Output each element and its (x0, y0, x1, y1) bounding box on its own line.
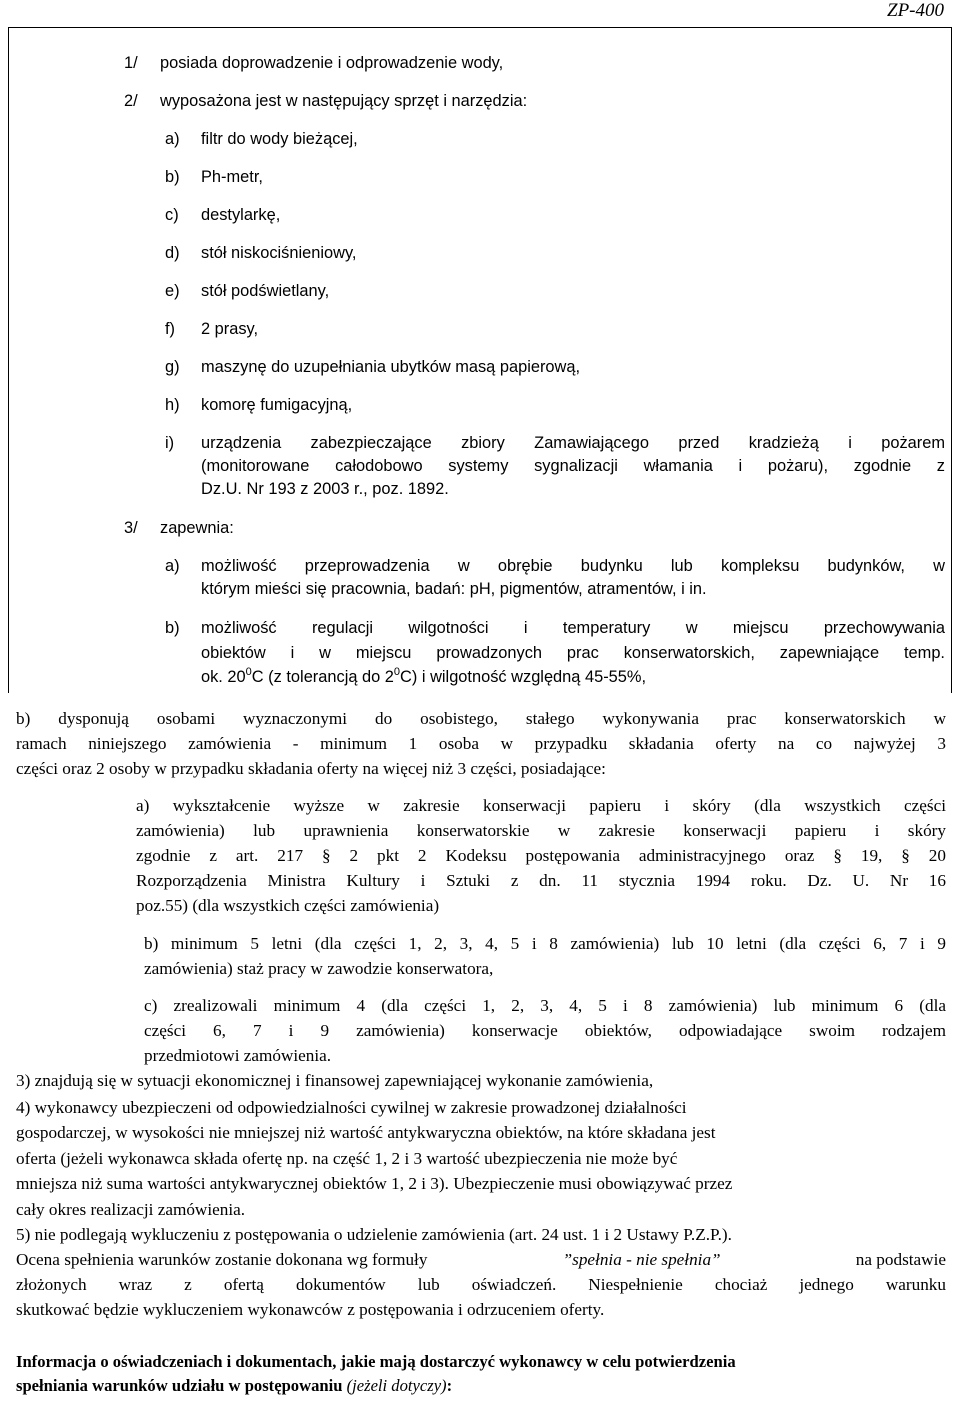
formula-quote: ”spełnia - nie spełnia” (562, 1250, 721, 1269)
degree-sup: 0 (245, 666, 252, 678)
equipment-item: maszynę do uzupełniania ubytków masą papierową, (201, 358, 581, 376)
provide-a-letter: a) (165, 557, 180, 575)
equipment-letter: c) (165, 206, 179, 224)
point-5-line: 5) nie podlegają wykluczeniu z postępowania o udzielenie zamówienia (art. 24 ust. 1 i 2 Ustawy P.Z.P.). (16, 1225, 732, 1244)
point-4-line: mniejsza niż suma wartości antykwarycznej obiektów 1, 2 i 3). Ubezpieczenie musi obowiązywać przez (16, 1174, 733, 1193)
point-5-formula-line (16, 1250, 946, 1270)
point-5-text: Ocena spełnienia warunków zostanie dokonana wg formuły (16, 1250, 428, 1269)
provide-b-line: możliwość regulacji wilgotności i temperatury w miejscu przechowywania (201, 619, 945, 637)
equipment-item: stół niskociśnieniowy, (201, 244, 357, 262)
item-2-text: wyposażona jest w następujący sprzęt i narzędzia: (160, 92, 528, 110)
item-2-number: 2/ (124, 92, 138, 110)
equipment-letter: d) (165, 244, 180, 262)
provide-b-temp-a: ok. 20 (201, 668, 246, 686)
qual-a-line: poz.55) (dla wszystkich części zamówienia) (136, 896, 440, 915)
equipment-letter: b) (165, 168, 180, 186)
point-5-line: złożonych wraz z ofertą dokumentów lub oświadczeń. Niespełnienie chociaż jednego warunku (16, 1275, 946, 1294)
info-heading-line: Informacja o oświadczeniach i dokumentach, jakie mają dostarczyć wykonawcy w celu potwierdzenia (16, 1352, 736, 1371)
equipment-item-i-line: Dz.U. Nr 193 z 2003 r., poz. 1892. (201, 480, 449, 498)
qual-a-line: zgodnie z art. 217 § 2 pkt 2 Kodeksu postępowania administracyjnego oraz § 19, § 20 (136, 846, 946, 865)
provide-a-line: możliwość przeprowadzenia w obrębie budynku lub kompleksu budynków, w (201, 557, 945, 575)
info-heading-optional: (jeżeli dotyczy) (346, 1376, 447, 1395)
item-1-number: 1/ (124, 54, 138, 72)
point-4-line: cały okres realizacji zamówienia. (16, 1200, 246, 1219)
para-b-line: części oraz 2 osoby w przypadku składania oferty na więcej niż 3 części, posiadające: (16, 759, 606, 778)
item-1-text: posiada doprowadzenie i odprowadzenie wody, (160, 54, 504, 72)
point-5-text: na podstawie (855, 1250, 946, 1269)
point-4-line: gospodarczej, w wysokości nie mniejszej niż wartość antykwaryczna obiektów, na które składana jest (16, 1123, 716, 1142)
item-3-text: zapewnia: (160, 519, 234, 537)
equipment-item: komorę fumigacyjną, (201, 396, 353, 414)
point-5-line: skutkować będzie wykluczeniem wykonawców z postępowania i odrzuceniem oferty. (16, 1300, 605, 1319)
qual-a-line: Rozporządzenia Ministra Kultury i Sztuki z dn. 11 stycznia 1994 roku. Dz. U. Nr 16 (136, 871, 946, 890)
provide-a-line: którym mieści się pracownia, badań: pH, pigmentów, atramentów, i in. (201, 580, 707, 598)
info-heading-text: spełniania warunków udziału w postępowaniu (16, 1376, 343, 1395)
point-3-line: 3) znajdują się w sytuacji ekonomicznej i finansowej zapewniającej wykonanie zamówienia, (16, 1071, 654, 1090)
degree-sup: 0 (393, 666, 401, 678)
provide-b-letter: b) (165, 619, 180, 637)
equipment-item: stół podświetlany, (201, 282, 330, 300)
qual-b-line: b) minimum 5 letni (dla części 1, 2, 3, 4, 5 i 8 zamówienia) lub 10 letni (dla części 6, 7 i 9 (144, 934, 946, 953)
qual-b-line: zamówienia) staż pracy w zawodzie konserwatora, (144, 959, 494, 978)
qual-c-line: c) zrealizowali minimum 4 (dla części 1, 2, 3, 4, 5 i 8 zamówienia) lub minimum 6 (dla (144, 996, 946, 1015)
provide-b-temp-b: C (z tolerancją do 2 (251, 668, 394, 686)
para-b-line: ramach niniejszego zamówienia - minimum 1 osoba w przypadku składania oferty na co najwyżej 3 (16, 734, 946, 753)
document-code: ZP-400 (887, 0, 944, 21)
qual-c-line: przedmiotowi zamówienia. (144, 1046, 332, 1065)
qual-c-line: części 6, 7 i 9 zamówienia) konserwacje obiektów, odpowiadające swoim rodzajem (144, 1021, 946, 1040)
equipment-item-i-line: (monitorowane całodobowo systemy sygnalizacji włamania i pożaru), zgodnie z (201, 457, 945, 475)
equipment-item: filtr do wody bieżącej, (201, 130, 358, 148)
equipment-item: destylarkę, (201, 206, 281, 224)
equipment-letter: h) (165, 396, 180, 414)
item-3-number: 3/ (124, 519, 138, 537)
equipment-item: Ph-metr, (201, 168, 263, 186)
equipment-item: 2 prasy, (201, 320, 259, 338)
info-heading-line-2 (16, 1376, 452, 1396)
equipment-letter: i) (165, 434, 175, 452)
point-4-line: 4) wykonawcy ubezpieczeni od odpowiedzialności cywilnej w zakresie prowadzonej działalności (16, 1098, 687, 1117)
qual-a-line: a) wykształcenie wyższe w zakresie konserwacji papieru i skóry (dla wszystkich części (136, 796, 946, 815)
provide-b-temp-c: C) i wilgotność względną 45-55%, (400, 668, 647, 686)
equipment-letter: a) (165, 130, 180, 148)
point-4-line: oferta (jeżeli wykonawca składa ofertę np. na część 1, 2 i 3 wartość ubezpieczenia nie może być (16, 1149, 678, 1168)
equipment-letter: g) (165, 358, 180, 376)
provide-b-line: obiektów i w miejscu prowadzonych prac konserwatorskich, zapewniające temp. (201, 644, 945, 662)
info-heading-colon: : (446, 1376, 453, 1395)
equipment-item-i-line: urządzenia zabezpieczające zbiory Zamawiającego przed kradzieżą i pożarem (201, 434, 945, 452)
para-b-line: b) dysponują osobami wyznaczonymi do osobistego, stałego wykonywania prac konserwatorskich w (16, 709, 946, 728)
equipment-letter: e) (165, 282, 180, 300)
provide-b-temperature-line (201, 668, 646, 687)
qual-a-line: zamówienia) lub uprawnienia konserwatorskie w zakresie konserwacji papieru i skóry (136, 821, 946, 840)
equipment-letter: f) (165, 320, 176, 338)
